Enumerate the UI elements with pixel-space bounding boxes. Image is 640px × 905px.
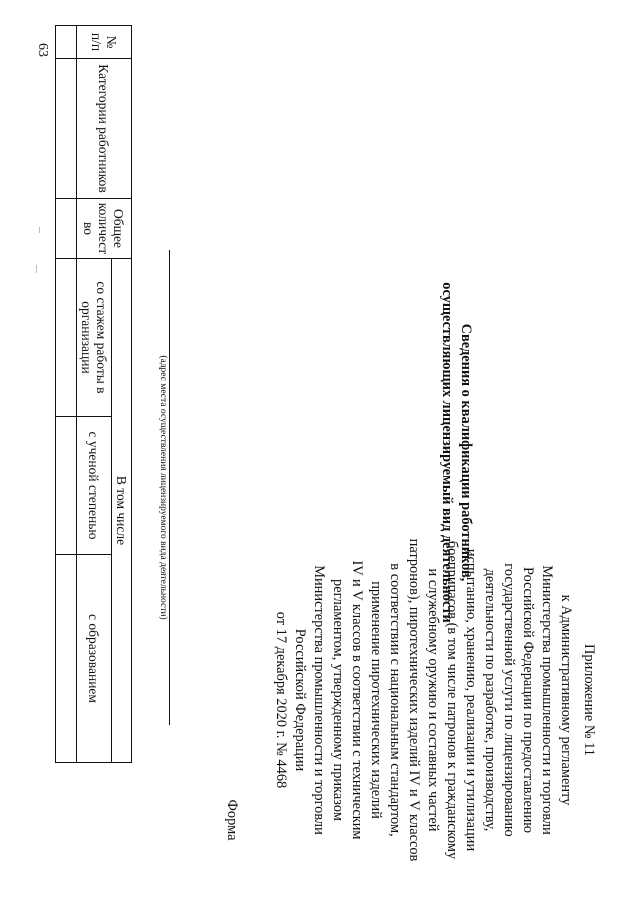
appendix-line: испытанию, хранению, реализации и утилизации bbox=[463, 548, 479, 852]
appendix-line: применение пиротехнических изделий bbox=[368, 581, 384, 819]
table-cell bbox=[56, 26, 77, 59]
header-degree: с ученой степенью bbox=[77, 417, 112, 555]
appendix-line: патронов), пиротехнических изделий IV и V классов bbox=[406, 538, 422, 862]
scan-mark bbox=[36, 265, 37, 273]
address-underline bbox=[169, 250, 170, 725]
header-experience: со стажем работы в организации bbox=[77, 259, 112, 417]
appendix-line: Министерства промышленности и торговли bbox=[539, 565, 555, 835]
header-including: В том числе bbox=[112, 259, 132, 763]
header-number: № п/п bbox=[77, 26, 132, 59]
heading-line: осуществляющих лицензируемый вид деятельности bbox=[439, 282, 455, 623]
appendix-title: Приложение № 11 bbox=[581, 643, 597, 757]
appendix-line: к Административному регламенту bbox=[558, 594, 574, 806]
document-heading bbox=[437, 200, 475, 705]
appendix-line: от 17 декабря 2020 г. № 4468 bbox=[273, 611, 289, 789]
appendix-line: Российской Федерации по предоставлению bbox=[520, 566, 536, 834]
form-label: Форма bbox=[224, 799, 240, 841]
appendix-line: регламентом, утвержденному приказом bbox=[330, 579, 346, 821]
appendix-line: Министерства промышленности и торговли bbox=[311, 565, 327, 835]
appendix-line: в соответствии с национальным стандартом, bbox=[387, 563, 403, 837]
heading-line: Сведения о квалификации работников, bbox=[458, 323, 474, 582]
page-number: 63 bbox=[35, 43, 50, 57]
header-education: с образованием bbox=[77, 555, 112, 763]
header-category: Категории работников bbox=[77, 59, 132, 199]
address-caption: (адрес места осуществления лицензируемого вида деятельности) bbox=[158, 355, 168, 620]
appendix-line: IV и V классов в соответствии с техническим bbox=[349, 560, 365, 840]
staff-qualification-table bbox=[55, 25, 132, 763]
scan-mark bbox=[39, 227, 40, 233]
table-cell bbox=[56, 199, 77, 259]
table-row bbox=[56, 26, 77, 763]
appendix-line: государственной услуги по лицензированию bbox=[501, 563, 517, 837]
appendix-line: деятельности по разработке, производству, bbox=[482, 568, 498, 832]
table-cell bbox=[56, 555, 77, 763]
appendix-line: боеприпасов (в том числе патронов к гражданскому bbox=[444, 540, 460, 860]
appendix-block bbox=[271, 500, 598, 900]
table-cell bbox=[56, 259, 77, 417]
table-cell bbox=[56, 59, 77, 199]
appendix-line: Российской Федерации bbox=[292, 628, 308, 772]
appendix-line: и служебному оружию и составных частей bbox=[425, 568, 441, 832]
table-cell bbox=[56, 417, 77, 555]
header-total: Общее количест во bbox=[77, 199, 132, 259]
